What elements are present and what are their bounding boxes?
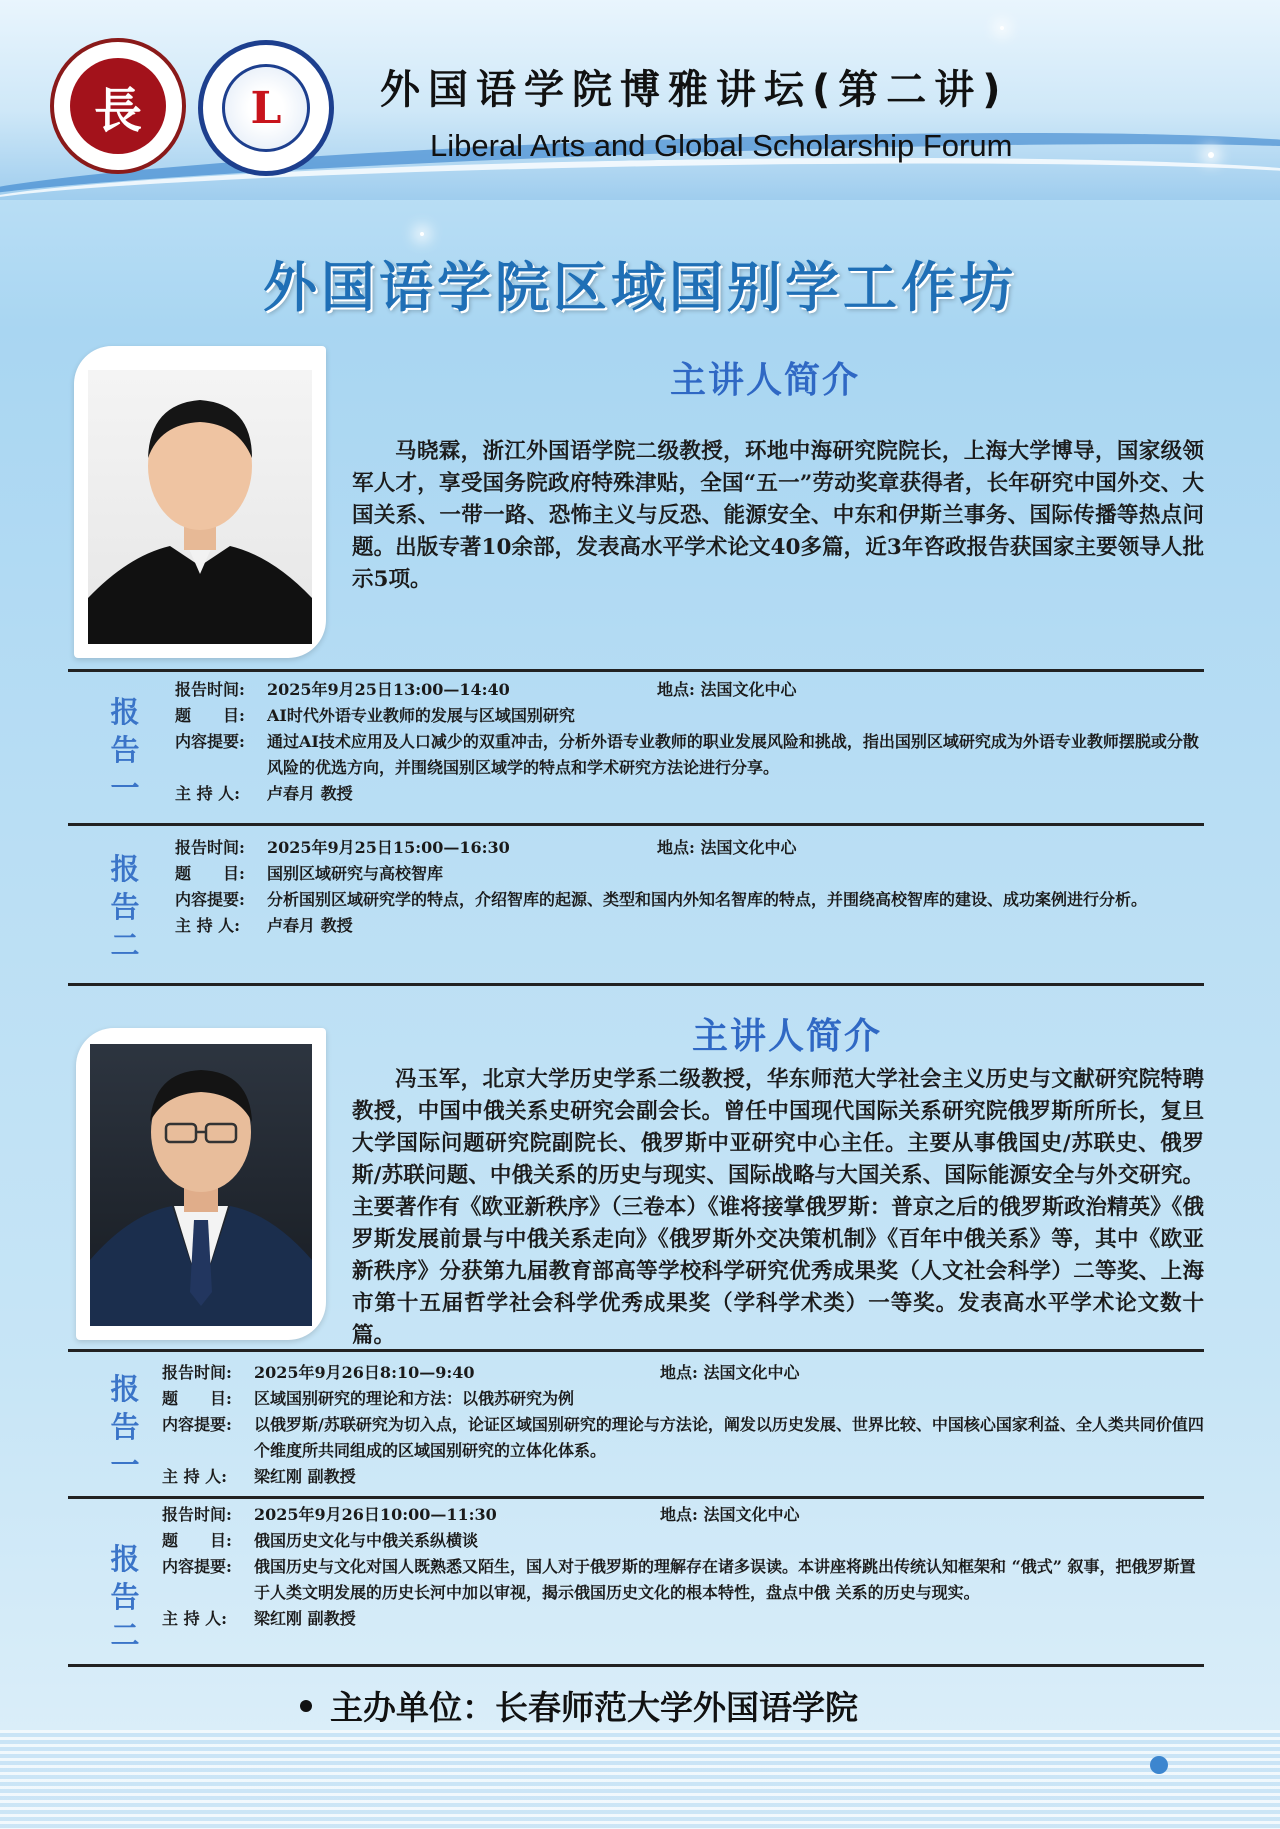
report-summary: 分析国别区域研究学的特点，介绍智库的起源、类型和国内外知名智库的特点，并围绕高校智库的建设、成功案例进行分析。 xyxy=(267,890,1148,909)
speaker-intro-heading: 主讲人简介 xyxy=(670,360,861,401)
speaker-bio: 冯玉军，北京大学历史学系二级教授，华东师范大学社会主义历史与文献研究院特聘教授，中国中俄关系史研究会副会长。曾任中国现代国际关系研究院俄罗斯所所长，复旦大学国际问题研究院副院长、俄罗斯中亚研究中心主任。主要从事俄国史/苏联史、俄罗斯/苏联问题、中俄关系的历史与现实、国际战略与大国关系、国际能源安全与外交研究。主要著作有《欧亚新秩序》（三卷本）《谁将接掌俄罗斯：普京之后的俄罗斯政治精英》《俄罗斯发展前景与中俄关系走向》《俄罗斯外交决策机制》《百年中俄关系》等，其中《欧亚新秩序》分获第九届教育部高等学校科学研究优秀成果奖（人文社会科学）二等奖、上海市第十五届哲学社会科学优秀成果奖（学科学术类）一等奖。发表高水平学术论文数十篇。 xyxy=(352,1067,1204,1348)
report-summary: 以俄罗斯/苏联研究为切入点，论证区域国别研究的理论与方法论，阐发以历史发展、世界比较、中国核心国家利益、全人类共同价值四个维度所共同组成的区域国别研究的立体化体系。 xyxy=(254,1415,1204,1460)
speaker-portrait-icon xyxy=(90,1044,312,1326)
bullet-icon xyxy=(300,1700,312,1712)
forum-title-cn: 外国语学院博雅讲坛(第二讲) xyxy=(380,67,1009,113)
university-logo-glyph: 長 xyxy=(70,58,166,154)
speaker-intro-heading: 主讲人简介 xyxy=(692,1016,883,1057)
footer-band xyxy=(0,1730,1280,1829)
report-host: 梁红刚 副教授 xyxy=(254,1467,356,1486)
organizer xyxy=(300,1682,1000,1729)
speaker-photo xyxy=(88,370,312,644)
divider xyxy=(68,1349,1204,1352)
sparkle-icon xyxy=(1000,26,1004,30)
forum-title-en: Liberal Arts and Global Scholarship Forum xyxy=(430,128,1013,163)
report-host: 梁红刚 副教授 xyxy=(254,1609,356,1628)
divider xyxy=(68,669,1204,672)
university-logo xyxy=(50,38,186,174)
report-time: 2025年9月25日15:00—16:30 xyxy=(267,838,510,857)
report-details: 报告时间: 2025年9月26日10:00—11:30 地点: 法国文化中心 题 目: 俄国历史文化与中俄关系纵横谈 内容提要: 俄国历史与文化对国人既熟悉又陌生，国人对于俄罗斯的理解存在诸多误读。本讲座将跳出传统认知框架和 “俄式” 叙事，把俄罗斯置于人类文明发展的历史长河中加以审视，揭示俄国历史文化的根本特性，盘点中俄 关系的历史与现实。 主 持 人: 梁红刚 副教授 xyxy=(162,1502,1205,1632)
report-badge: 报 告 二 xyxy=(110,852,140,962)
speaker-bio: 马晓霖，浙江外国语学院二级教授，环地中海研究院院长，上海大学博导，国家级领军人才，享受国务院政府特殊津贴，全国“五一”劳动奖章获得者，长年研究中国外交、大国关系、一带一路、恐怖主义与反恐、能源安全、中东和伊斯兰事务、国际传播等热点问题。出版专著10余部，发表高水平学术论文40多篇，近3年咨政报告获国家主要领导人批示5项。 xyxy=(352,439,1204,592)
organizer-text: 主办单位：长春师范大学外国语学院 xyxy=(330,1688,858,1727)
decorative-dot-icon xyxy=(1150,1756,1168,1774)
report-details: 报告时间: 2025年9月25日15:00—16:30 地点: 法国文化中心 题 目: 国别区域研究与高校智库 内容提要: 分析国别区域研究学的特点，介绍智库的起源、类型和国内外知名智库的特点，并围绕高校智库的建设、成功案例进行分析。 主 持 人: 卢春月 教授 xyxy=(175,835,1205,939)
report-badge: 报 告 一 xyxy=(110,1372,140,1482)
divider xyxy=(68,983,1204,986)
speaker-portrait-icon xyxy=(88,370,312,644)
report-topic: AI时代外语专业教师的发展与区域国别研究 xyxy=(267,706,575,725)
page-title: 外国语学院区域国别学工作坊 xyxy=(263,256,1017,319)
report-host: 卢春月 教授 xyxy=(267,784,353,803)
report-time: 2025年9月26日10:00—11:30 xyxy=(254,1505,497,1524)
divider xyxy=(68,1664,1204,1667)
divider xyxy=(68,823,1204,826)
report-time: 2025年9月25日13:00—14:40 xyxy=(267,680,510,699)
report-place: 法国文化中心 xyxy=(700,680,797,699)
report-topic: 俄国历史文化与中俄关系纵横谈 xyxy=(254,1531,479,1550)
divider xyxy=(68,1496,1204,1499)
sparkle-icon xyxy=(1208,152,1214,158)
report-topic: 国别区域研究与高校智库 xyxy=(267,864,444,883)
report-summary: 通过AI技术应用及人口减少的双重冲击，分析外语专业教师的职业发展风险和挑战，指出国别区域研究成为外语专业教师摆脱或分散风险的优选方向，并围绕国别区域学的特点和学术研究方法论进行分享。 xyxy=(267,732,1199,777)
school-logo xyxy=(198,40,334,176)
speaker-photo xyxy=(90,1044,312,1326)
report-time: 2025年9月26日8:10—9:40 xyxy=(254,1363,475,1382)
report-badge: 报 告 一 xyxy=(110,695,140,805)
report-summary: 俄国历史与文化对国人既熟悉又陌生，国人对于俄罗斯的理解存在诸多误读。本讲座将跳出传统认知框架和 “俄式” 叙事，把俄罗斯置于人类文明发展的历史长河中加以审视，揭示俄国历史文化的根本特性，盘点中俄 关系的历史与现实。 xyxy=(254,1557,1196,1602)
report-place: 法国文化中心 xyxy=(700,838,797,857)
report-place: 法国文化中心 xyxy=(703,1505,800,1524)
sparkle-icon xyxy=(420,232,424,236)
report-details: 报告时间: 2025年9月25日13:00—14:40 地点: 法国文化中心 题 目: AI时代外语专业教师的发展与区域国别研究 内容提要: 通过AI技术应用及人口减少的双重冲击，分析外语专业教师的职业发展风险和挑战，指出国别区域研究成为外语专业教师摆脱或分散风险的优选方向，并围绕国别区域学的特点和学术研究方法论进行分享。 主 持 人: 卢春月 教授 xyxy=(175,677,1205,807)
school-logo-glyph: L xyxy=(222,64,310,152)
report-details: 报告时间: 2025年9月26日8:10—9:40 地点: 法国文化中心 题 目: 区域国别研究的理论和方法：以俄苏研究为例 内容提要: 以俄罗斯/苏联研究为切入点，论证区域国别研究的理论与方法论，阐发以历史发展、世界比较、中国核心国家利益、全人类共同价值四个维度所共同组成的区域国别研究的立体化体系。 主 持 人: 梁红刚 副教授 xyxy=(162,1360,1205,1490)
report-host: 卢春月 教授 xyxy=(267,916,353,935)
report-badge: 报 告 二 xyxy=(110,1542,140,1652)
report-topic: 区域国别研究的理论和方法：以俄苏研究为例 xyxy=(254,1389,575,1408)
report-place: 法国文化中心 xyxy=(703,1363,800,1382)
